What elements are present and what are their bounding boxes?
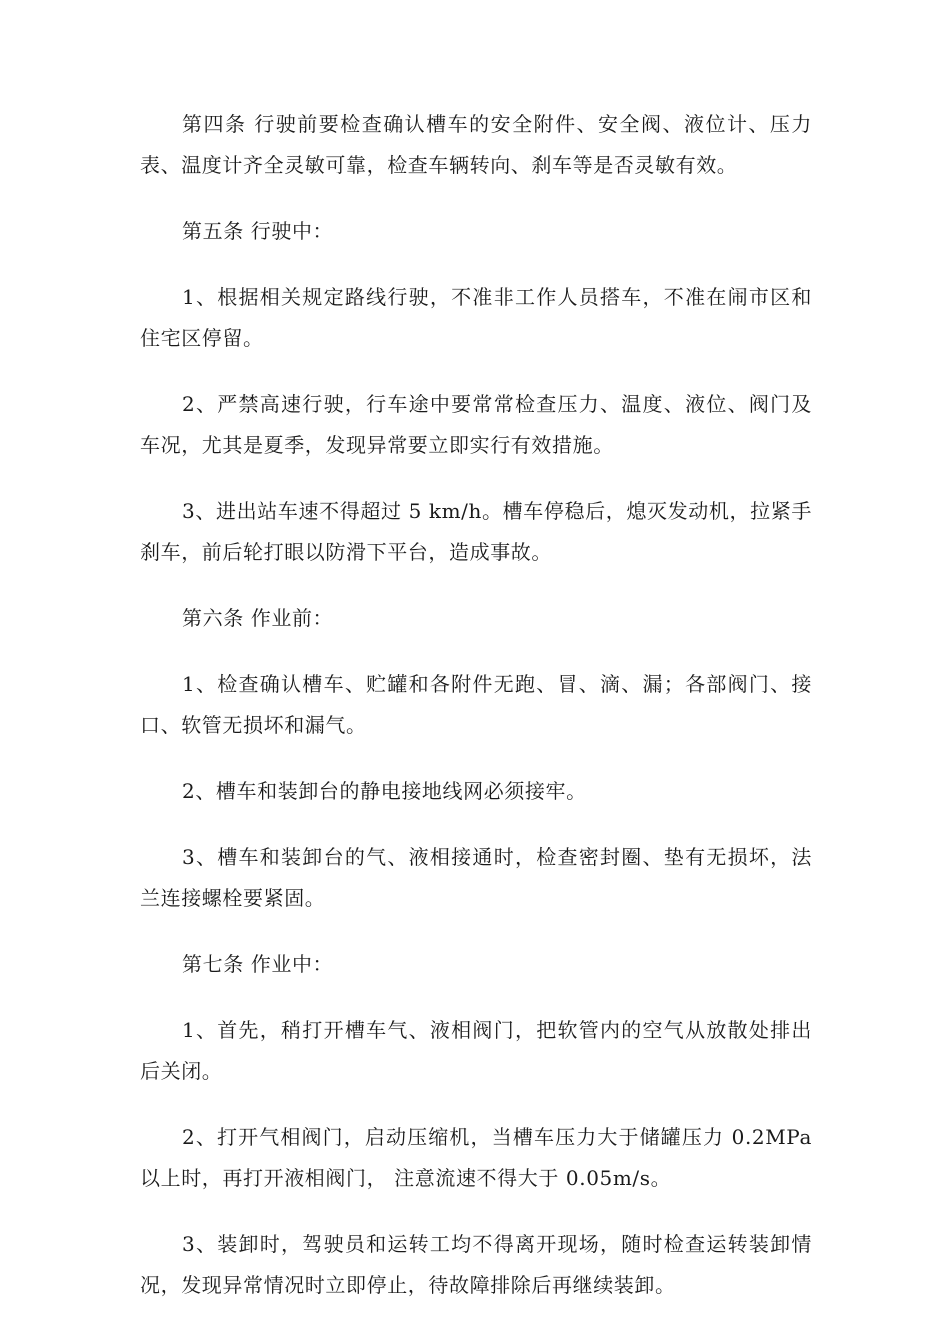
paragraph-article-4: 第四条 行驶前要检查确认槽车的安全附件、安全阀、液位计、压力表、温度计齐全灵敏可靠，检查车辆转向、刹车等是否灵敏有效。	[140, 112, 812, 177]
paragraph-article-6-item-1: 1、检查确认槽车、贮罐和各附件无跑、冒、滴、漏；各部阀门、接口、软管无损坏和漏气。	[140, 672, 812, 737]
paragraph-article-7-item-3: 3、装卸时，驾驶员和运转工均不得离开现场，随时检查运转装卸情况，发现异常情况时立即停止，待故障排除后再继续装卸。	[140, 1232, 812, 1297]
paragraph-article-5-item-2: 2、严禁高速行驶，行车途中要常常检查压力、温度、液位、阀门及车况，尤其是夏季，发现异常要立即实行有效措施。	[140, 392, 812, 457]
document-body	[140, 104, 812, 1331]
paragraph-article-5-item-3: 3、进出站车速不得超过 5 km/h。槽车停稳后，熄灭发动机，拉紧手刹车，前后轮打眼以防滑下平台，造成事故。	[140, 499, 812, 564]
paragraph-article-7-heading: 第七条 作业中：	[182, 952, 334, 976]
paragraph-article-7-item-1: 1、首先，稍打开槽车气、液相阀门，把软管内的空气从放散处排出后关闭。	[140, 1018, 812, 1083]
paragraph-article-7-item-2: 2、打开气相阀门，启动压缩机，当槽车压力大于储罐压力 0.2MPa 以上时，再打开液相阀门， 注意流速不得大于 0.05m/s。	[140, 1125, 812, 1190]
paragraph-article-6-heading: 第六条 作业前：	[182, 606, 334, 630]
paragraph-article-6-item-3: 3、槽车和装卸台的气、液相接通时，检查密封圈、垫有无损坏，法兰连接螺栓要紧固。	[140, 845, 812, 910]
paragraph-article-5-item-1: 1、根据相关规定路线行驶，不准非工作人员搭车，不准在闹市区和住宅区停留。	[140, 285, 812, 350]
paragraph-article-5-heading: 第五条 行驶中：	[182, 219, 334, 243]
paragraph-article-6-item-2: 2、槽车和装卸台的静电接地线网必须接牢。	[182, 779, 587, 803]
